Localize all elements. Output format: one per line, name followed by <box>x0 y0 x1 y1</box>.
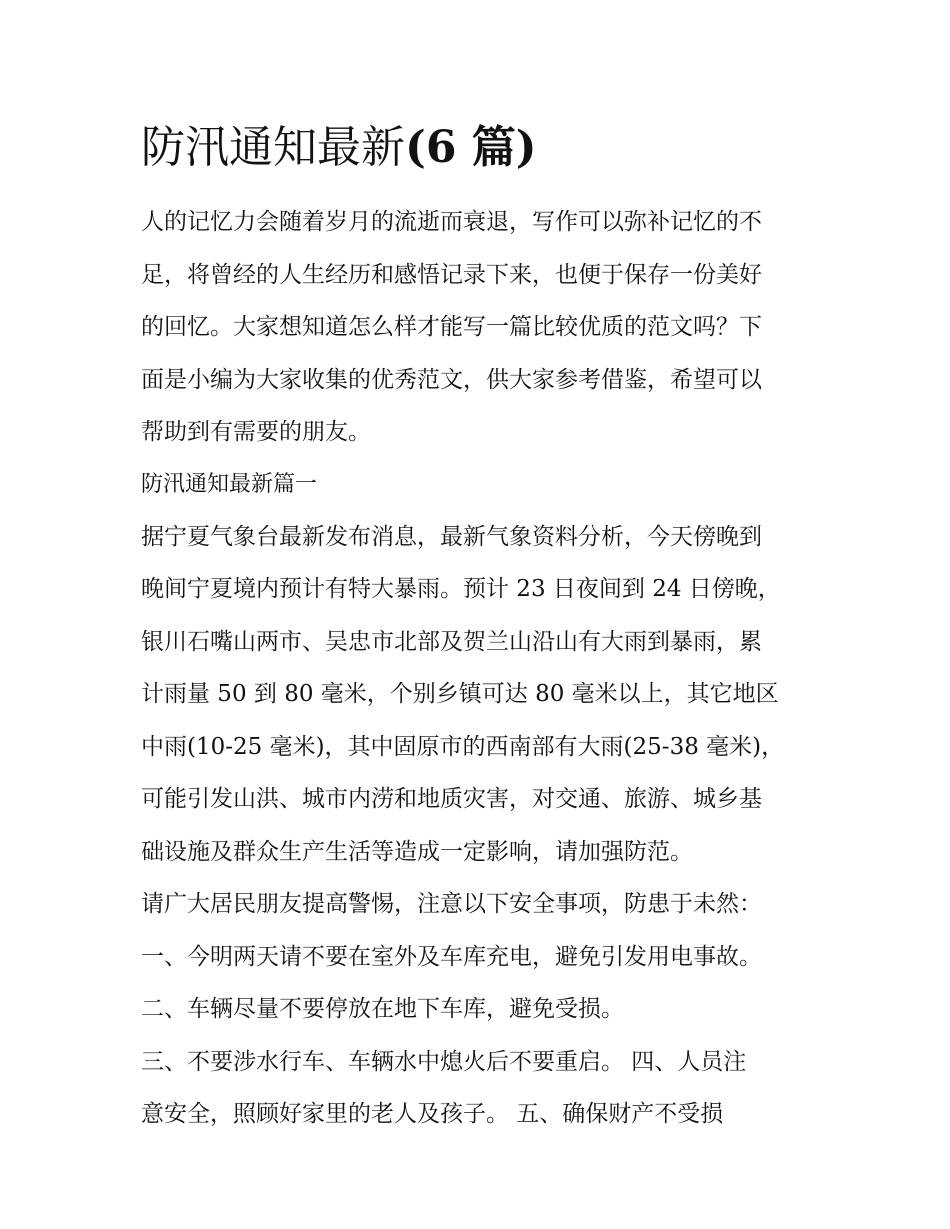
intro-line: 的回忆。大家想知道怎么样才能写一篇比较优质的范文吗？下 <box>141 314 762 340</box>
intro-paragraph <box>141 196 821 459</box>
section-heading: 防汛通知最新篇一 <box>141 471 318 497</box>
document-content <box>141 118 821 1141</box>
body-line: 晚间宁夏境内预计有特大暴雨。预计 23 日夜间到 24 日傍晚， <box>141 576 781 602</box>
notice-paragraph <box>141 878 821 1141</box>
body-line: 础设施及群众生产生活等造成一定影响，请加强防范。 <box>141 838 693 865</box>
notice-line: 三、不要涉水行车、车辆水中熄火后不要重启。 四、人员注 <box>141 1048 747 1075</box>
body-line: 可能引发山洪、城市内涝和地质灾害，对交通、旅游、城乡基 <box>141 786 762 812</box>
notice-line: 二、车辆尽量不要停放在地下车库，避免受损。 <box>141 996 624 1022</box>
intro-line: 足，将曾经的人生经历和感悟记录下来，也便于保存一份美好 <box>141 261 762 288</box>
body-line: 中雨(10-25 毫米)，其中固原市的西南部有大雨(25-38 毫米)， <box>141 733 785 760</box>
body-line: 计雨量 50 到 80 毫米，个别乡镇可达 80 毫米以上，其它地区 <box>141 681 779 707</box>
notice-line: 意安全，照顾好家里的老人及孩子。 五、确保财产不受损 <box>141 1101 724 1127</box>
notice-line: 请广大居民朋友提高警惕，注意以下安全事项，防患于未然： <box>141 891 762 917</box>
title-text: 防汛通知最新 <box>141 122 405 173</box>
intro-line: 人的记忆力会随着岁月的流逝而衰退，写作可以弥补记忆的不 <box>141 209 762 235</box>
body-line: 银川石嘴山两市、吴忠市北部及贺兰山沿山有大雨到暴雨，累 <box>141 628 762 655</box>
title-count: (6 篇) <box>405 122 537 173</box>
document-title <box>141 118 821 178</box>
notice-line: 一、今明两天请不要在室外及车库充电，避免引发用电事故。 <box>141 943 762 970</box>
body-paragraph <box>141 511 821 879</box>
intro-line: 帮助到有需要的朋友。 <box>141 419 371 445</box>
intro-line: 面是小编为大家收集的优秀范文，供大家参考借鉴，希望可以 <box>141 366 762 393</box>
body-line: 据宁夏气象台最新发布消息，最新气象资料分析，今天傍晚到 <box>141 523 762 550</box>
